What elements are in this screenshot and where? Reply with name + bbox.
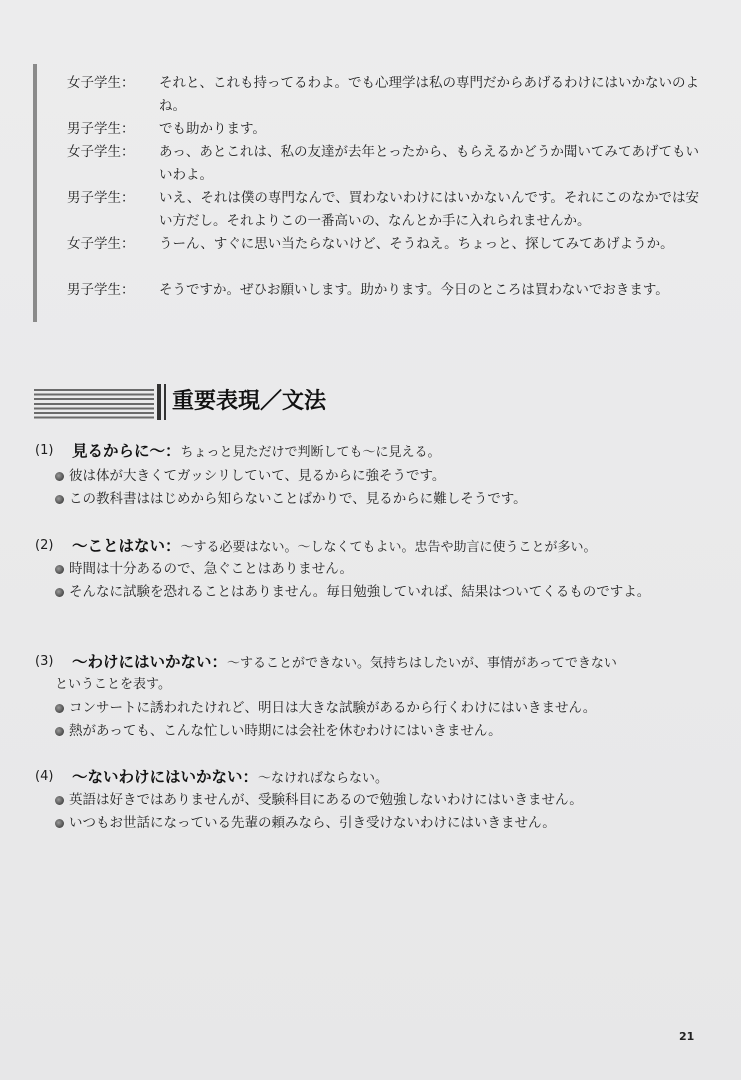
speech-text: あっ、あとこれは、私の友達が去年とったから、もらえるかどうか聞いてみてあげてもいいわよ。 bbox=[159, 144, 699, 183]
point-heading bbox=[72, 651, 617, 675]
dialogue-line bbox=[37, 141, 717, 187]
example-text: いつもお世話になっている先輩の頼みなら、引き受けないわけにはいきません。 bbox=[69, 815, 556, 831]
bullet-icon bbox=[55, 472, 64, 481]
point-number: (2) bbox=[35, 538, 54, 553]
point-continuation: ということを表す。 bbox=[55, 677, 171, 692]
point-term: 見るからに～： bbox=[72, 442, 181, 460]
dialogue-line bbox=[37, 187, 717, 233]
example-item bbox=[55, 465, 697, 488]
point-number: (4) bbox=[35, 769, 54, 784]
example-text: この教科書ははじめから知らないことばかりで、見るからに難しそうです。 bbox=[69, 491, 527, 507]
point-heading bbox=[72, 766, 388, 790]
section-bar bbox=[157, 384, 161, 420]
dialogue-block bbox=[33, 64, 717, 322]
point-definition: ちょっと見ただけで判断しても～に見える。 bbox=[180, 445, 441, 460]
point-term: ～わけにはいかない： bbox=[72, 653, 228, 671]
example-item bbox=[55, 697, 697, 720]
point-term: ～ないわけにはいかない： bbox=[72, 768, 259, 786]
bullet-icon bbox=[55, 565, 64, 574]
example-text: 英語は好きではありませんが、受験科目にあるので勉強しないわけにはいきません。 bbox=[69, 792, 583, 808]
section-stripes bbox=[34, 389, 154, 419]
example-item bbox=[55, 488, 697, 511]
speech-text: そうですか。ぜひお願いします。助かります。今日のところは買わないでおきます。 bbox=[159, 282, 669, 298]
example-text: 熱があっても、こんな忙しい時期には会社を休むわけにはいきません。 bbox=[69, 723, 502, 739]
page-number: 21 bbox=[679, 1030, 695, 1043]
bullet-icon bbox=[55, 588, 64, 597]
speaker-label: 男子学生： bbox=[67, 190, 135, 206]
speaker-label: 女子学生： bbox=[67, 236, 135, 252]
speaker-label: 男子学生： bbox=[67, 121, 135, 137]
point-definition: ～する必要はない。～しなくてもよい。忠告や助言に使うことが多い。 bbox=[180, 540, 597, 555]
point-term: ～ことはない： bbox=[72, 537, 181, 555]
bullet-icon bbox=[55, 796, 64, 805]
dialogue-line bbox=[37, 233, 717, 279]
section-bar-thin bbox=[164, 384, 166, 420]
example-item bbox=[55, 812, 697, 835]
point-definition: ～することができない。気持ちはしたいが、事情があってできない bbox=[227, 656, 617, 671]
example-text: そんなに試験を恐れることはありません。毎日勉強していれば、結果はついてくるものですよ。 bbox=[69, 584, 651, 600]
speech-text: でも助かります。 bbox=[159, 121, 266, 137]
speaker-label: 女子学生： bbox=[67, 75, 135, 91]
example-text: 彼は体が大きくてガッシリしていて、見るからに強そうです。 bbox=[69, 468, 446, 484]
bullet-icon bbox=[55, 495, 64, 504]
speaker-label: 女子学生： bbox=[67, 144, 135, 160]
section-title: 重要表現／文法 bbox=[172, 389, 327, 414]
example-item bbox=[55, 789, 697, 812]
bullet-icon bbox=[55, 727, 64, 736]
example-text: 時間は十分あるので、急ぐことはありません。 bbox=[69, 561, 354, 577]
speaker-label: 男子学生： bbox=[67, 282, 135, 298]
dialogue-line bbox=[37, 72, 717, 118]
speech-text: それと、これも持ってるわよ。でも心理学は私の専門だからあげるわけにはいかないのよね。 bbox=[159, 75, 699, 114]
example-item bbox=[55, 581, 697, 627]
point-definition: ～なければならない。 bbox=[258, 771, 389, 786]
example-text: コンサートに誘われたけれど、明日は大きな試験があるから行くわけにはいきません。 bbox=[69, 700, 597, 716]
bullet-icon bbox=[55, 819, 64, 828]
point-heading bbox=[72, 440, 441, 464]
dialogue-line bbox=[37, 279, 717, 325]
example-item bbox=[55, 558, 697, 581]
example-item bbox=[55, 720, 697, 743]
speech-text: いえ、それは僕の専門なんで、買わないわけにはいかないんです。それにこのなかでは安い方だし。それよりこの一番高いの、なんとか手に入れられませんか。 bbox=[159, 190, 699, 229]
dialogue-line bbox=[37, 118, 717, 141]
speech-text: うーん、すぐに思い当たらないけど、そうねえ。ちょっと、探してみてあげようか。 bbox=[159, 236, 674, 252]
point-heading bbox=[72, 535, 597, 559]
point-number: (1) bbox=[35, 443, 54, 458]
bullet-icon bbox=[55, 704, 64, 713]
point-number: (3) bbox=[35, 654, 54, 669]
